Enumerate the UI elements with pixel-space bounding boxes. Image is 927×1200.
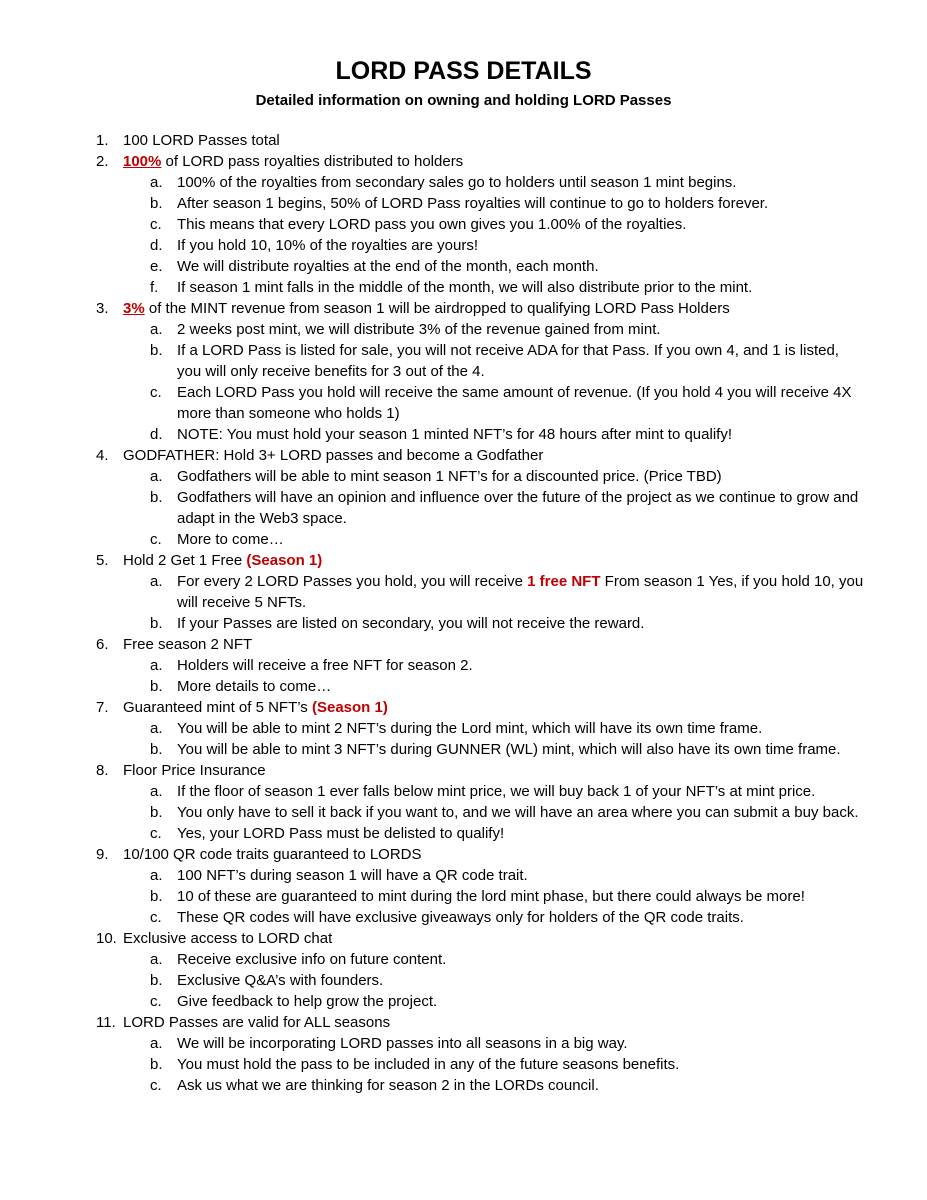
item-text: 10/100 QR code traits guaranteed to LORDS — [123, 846, 422, 863]
item-text: of LORD pass royalties distributed to holders — [161, 153, 464, 170]
sub-item-letter: c. — [150, 825, 162, 842]
sub-item — [0, 613, 927, 634]
sub-item — [0, 424, 927, 445]
sub-item — [0, 676, 927, 697]
sub-item-text: Godfathers will have an opinion and influence over the future of the project as we continue to grow and adapt in the Web3 space. — [177, 489, 859, 527]
sub-item — [0, 319, 927, 340]
item-number: 6. — [96, 636, 109, 653]
sub-item — [0, 802, 927, 823]
sub-item-letter: b. — [150, 489, 163, 506]
sub-item-letter: c. — [150, 909, 162, 926]
sub-item-letter: a. — [150, 657, 163, 674]
highlight-percent: 100% — [123, 153, 162, 170]
sub-item-letter: b. — [150, 1056, 163, 1073]
list-item — [0, 445, 927, 466]
page-title: LORD PASS DETAILS — [335, 57, 592, 85]
sub-item-text: If the floor of season 1 ever falls below mint price, we will buy back 1 of your NFT’s at mint price. — [177, 783, 816, 800]
sub-item — [0, 823, 927, 844]
item-text: Exclusive access to LORD chat — [123, 930, 333, 947]
sub-item-text: NOTE: You must hold your season 1 minted NFT’s for 48 hours after mint to qualify! — [177, 426, 732, 443]
list-item — [0, 130, 927, 151]
sub-item-text: Yes, your LORD Pass must be delisted to qualify! — [177, 825, 505, 842]
sub-item-text: This means that every LORD pass you own gives you 1.00% of the royalties. — [177, 216, 687, 233]
item-number: 1. — [96, 132, 109, 149]
sub-item — [0, 1033, 927, 1054]
sub-item-text: Each LORD Pass you hold will receive the same amount of revenue. (If you hold 4 you will receive 4X more than someone who holds 1) — [177, 384, 852, 422]
item-number: 3. — [96, 300, 109, 317]
sub-item-text: If your Passes are listed on secondary, you will not receive the reward. — [177, 615, 645, 632]
page-subtitle: Detailed information on owning and holding LORD Passes — [255, 92, 672, 109]
sub-item — [0, 529, 927, 550]
item-number: 2. — [96, 153, 109, 170]
sub-item-letter: c. — [150, 216, 162, 233]
item-number: 9. — [96, 846, 109, 863]
sub-item-letter: a. — [150, 468, 163, 485]
sub-item-text: Exclusive Q&A’s with founders. — [177, 972, 384, 989]
sub-item-text: Give feedback to help grow the project. — [177, 993, 438, 1010]
item-number: 10. — [96, 930, 117, 947]
sub-item-text: You will be able to mint 3 NFT’s during GUNNER (WL) mint, which will also have its own time frame. — [177, 741, 841, 758]
item-text: Hold 2 Get 1 Free — [123, 552, 247, 569]
sub-item-text: You must hold the pass to be included in any of the future seasons benefits. — [177, 1056, 680, 1073]
sub-item — [0, 487, 927, 529]
list-item — [0, 151, 927, 172]
season-tag: (Season 1) — [311, 699, 388, 716]
sub-item — [0, 718, 927, 739]
item-number: 7. — [96, 699, 109, 716]
list-item — [0, 928, 927, 949]
list-item — [0, 1012, 927, 1033]
sub-item-text: Holders will receive a free NFT for season 2. — [177, 657, 473, 674]
sub-item-letter: a. — [150, 573, 163, 590]
sub-item-text: 10 of these are guaranteed to mint during the lord mint phase, but there could always be more! — [177, 888, 805, 905]
item-text: Floor Price Insurance — [123, 762, 266, 779]
sub-item — [0, 739, 927, 760]
list-item — [0, 550, 927, 571]
sub-item — [0, 907, 927, 928]
sub-item-text: If you hold 10, 10% of the royalties are yours! — [177, 237, 479, 254]
sub-item-letter: d. — [150, 237, 163, 254]
sub-item-letter: b. — [150, 678, 163, 695]
sub-item-text: 100 NFT’s during season 1 will have a QR code trait. — [177, 867, 528, 884]
sub-item-text: We will distribute royalties at the end of the month, each month. — [177, 258, 599, 275]
sub-item-letter: b. — [150, 741, 163, 758]
sub-item — [0, 214, 927, 235]
sub-item — [0, 991, 927, 1012]
sub-item-letter: a. — [150, 720, 163, 737]
sub-item — [0, 970, 927, 991]
sub-item-letter: c. — [150, 384, 162, 401]
item-text: 100 LORD Passes total — [123, 132, 280, 149]
sub-item-text: You will be able to mint 2 NFT’s during the Lord mint, which will have its own time frame. — [177, 720, 763, 737]
sub-item-letter: b. — [150, 195, 163, 212]
sub-item — [0, 277, 927, 298]
sub-item-letter: c. — [150, 993, 162, 1010]
sub-item-text: We will be incorporating LORD passes into all seasons in a big way. — [177, 1035, 628, 1052]
sub-item — [0, 1054, 927, 1075]
sub-item-letter: f. — [150, 279, 159, 296]
sub-item-text: You only have to sell it back if you want to, and we will have an area where you can submit a buy back. — [177, 804, 859, 821]
sub-item-text: If a LORD Pass is listed for sale, you will not receive ADA for that Pass. If you own 4, and 1 is listed, you will only receive benefits for 3 out of the 4. — [177, 342, 839, 380]
sub-item-letter: a. — [150, 867, 163, 884]
list-item — [0, 844, 927, 865]
sub-item — [0, 571, 927, 613]
item-number: 8. — [96, 762, 109, 779]
sub-item-letter: c. — [150, 531, 162, 548]
sub-item-text: 100% of the royalties from secondary sales go to holders until season 1 mint begins. — [177, 174, 737, 191]
sub-item-letter: a. — [150, 1035, 163, 1052]
sub-item-letter: e. — [150, 258, 163, 275]
item-text: Guaranteed mint of 5 NFT’s — [123, 699, 312, 716]
sub-item-letter: a. — [150, 174, 163, 191]
sub-item — [0, 1075, 927, 1096]
sub-item — [0, 382, 927, 424]
sub-item-text: 2 weeks post mint, we will distribute 3% of the revenue gained from mint. — [177, 321, 661, 338]
sub-item-letter: c. — [150, 1077, 162, 1094]
sub-item — [0, 781, 927, 802]
season-tag: (Season 1) — [246, 552, 323, 569]
sub-item-text: For every 2 LORD Passes you hold, you will receive — [177, 573, 528, 590]
sub-item-text: These QR codes will have exclusive giveaways only for holders of the QR code traits. — [177, 909, 744, 926]
list-item — [0, 634, 927, 655]
item-text: Free season 2 NFT — [123, 636, 253, 653]
sub-item-letter: b. — [150, 972, 163, 989]
sub-item-letter: b. — [150, 804, 163, 821]
sub-item-text: Ask us what we are thinking for season 2 in the LORDs council. — [177, 1077, 599, 1094]
sub-item — [0, 340, 927, 382]
sub-item-letter: a. — [150, 951, 163, 968]
list-item — [0, 298, 927, 319]
free-nft-highlight: 1 free NFT — [527, 573, 601, 590]
sub-item-letter: b. — [150, 888, 163, 905]
item-number: 11. — [96, 1014, 116, 1031]
details-list — [0, 130, 927, 1096]
highlight-percent: 3% — [123, 300, 145, 317]
sub-item-text: If season 1 mint falls in the middle of the month, we will also distribute prior to the mint. — [177, 279, 753, 296]
sub-item — [0, 886, 927, 907]
sub-item — [0, 949, 927, 970]
sub-item-text: After season 1 begins, 50% of LORD Pass royalties will continue to go to holders forever. — [177, 195, 769, 212]
list-item — [0, 697, 927, 718]
item-number: 5. — [96, 552, 109, 569]
sub-item-letter: a. — [150, 321, 163, 338]
sub-item — [0, 256, 927, 277]
item-text: of the MINT revenue from season 1 will be airdropped to qualifying LORD Pass Holders — [144, 300, 730, 317]
item-text: GODFATHER: Hold 3+ LORD passes and become a Godfather — [123, 447, 544, 464]
sub-item-text: More details to come… — [177, 678, 332, 695]
list-item — [0, 760, 927, 781]
sub-item — [0, 172, 927, 193]
sub-item-text: Receive exclusive info on future content. — [177, 951, 447, 968]
sub-item-text: More to come… — [177, 531, 284, 548]
sub-item — [0, 193, 927, 214]
sub-item-letter: b. — [150, 615, 163, 632]
sub-item — [0, 466, 927, 487]
sub-item — [0, 235, 927, 256]
sub-item-letter: a. — [150, 783, 163, 800]
sub-item — [0, 655, 927, 676]
sub-item — [0, 865, 927, 886]
sub-item-text-continued: From season 1 Yes, if you hold 10, you will receive 5 NFTs. — [177, 573, 864, 611]
sub-item-letter: b. — [150, 342, 163, 359]
sub-item-text: Godfathers will be able to mint season 1 NFT’s for a discounted price. (Price TBD) — [177, 468, 722, 485]
sub-item-letter: d. — [150, 426, 163, 443]
item-text: LORD Passes are valid for ALL seasons — [123, 1014, 391, 1031]
item-number: 4. — [96, 447, 109, 464]
